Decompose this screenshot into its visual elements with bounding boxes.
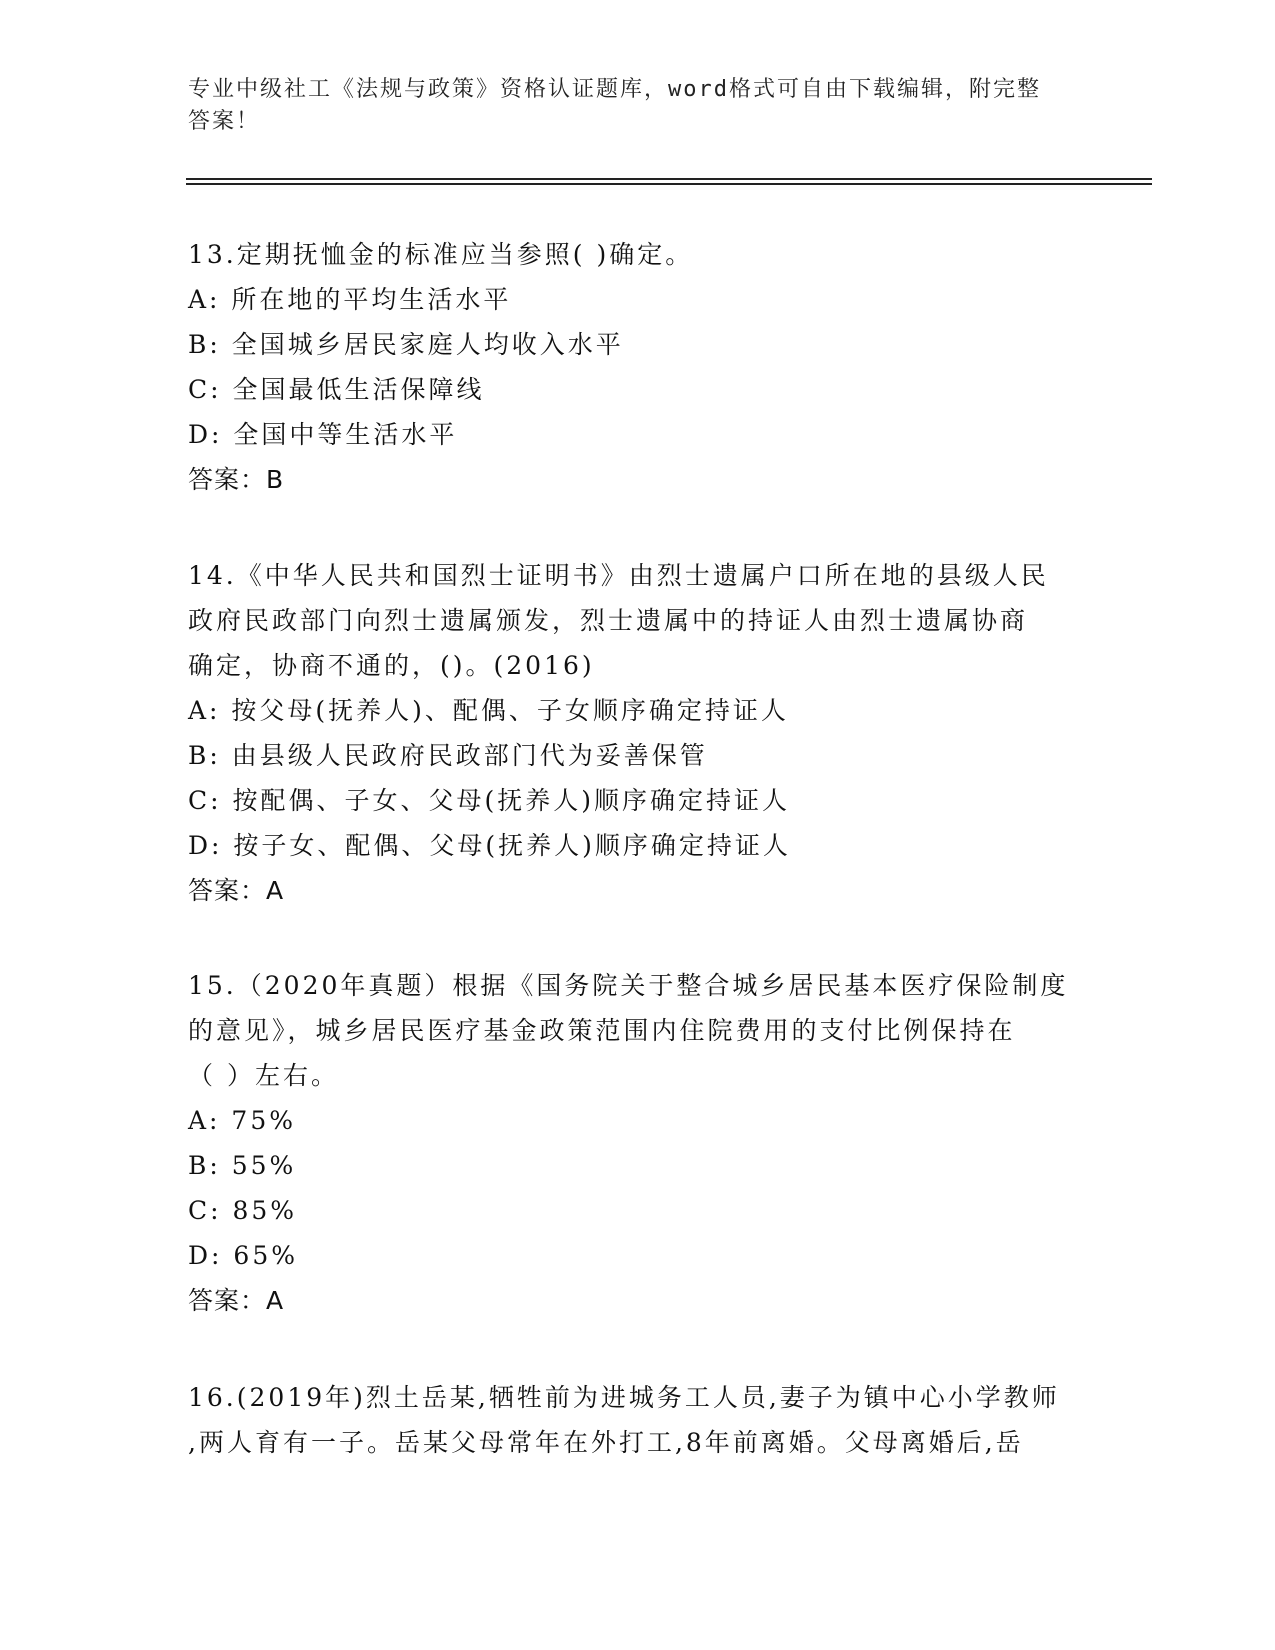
- question-14: [188, 553, 1088, 913]
- question-stem: 15.（2020年真题）根据《国务院关于整合城乡居民基本医疗保险制度: [188, 971, 1069, 1000]
- answer-label: 答案：A: [188, 1286, 285, 1315]
- header-divider-bottom: [186, 183, 1152, 185]
- question-stem: 16.(2019年)烈土岳某,牺牲前为进城务工人员,妻子为镇中心小学教师: [188, 1383, 1060, 1412]
- question-stem: 确定，协商不通的，()。(2016): [188, 651, 595, 680]
- option-b: B: 由县级人民政府民政部门代为妥善保管: [188, 741, 708, 770]
- option-d: D: 全国中等生活水平: [188, 420, 458, 449]
- question-stem: 14.《中华人民共和国烈士证明书》由烈士遗属户口所在地的县级人民: [188, 561, 1049, 590]
- option-d: D: 65%: [188, 1241, 298, 1270]
- question-stem: ,两人育有一子。岳某父母常年在外打工,8年前离婚。父母离婚后,岳: [188, 1428, 1024, 1457]
- question-16: [188, 1375, 1088, 1465]
- answer-label: 答案：A: [188, 876, 285, 905]
- option-b: B: 55%: [188, 1151, 297, 1180]
- header-divider-top: [186, 178, 1152, 180]
- option-d: D: 按子女、配偶、父母(抚养人)顺序确定持证人: [188, 831, 791, 860]
- option-c: C: 85%: [188, 1196, 298, 1225]
- answer-label: 答案：B: [188, 465, 285, 494]
- option-b: B: 全国城乡居民家庭人均收入水平: [188, 330, 624, 359]
- header-line-1: 专业中级社工《法规与政策》资格认证题库，word格式可自由下载编辑，附完整: [188, 77, 1041, 102]
- question-15: [188, 963, 1088, 1323]
- question-13: [188, 232, 1088, 502]
- question-stem: 的意见》，城乡居民医疗基金政策范围内住院费用的支付比例保持在: [188, 1016, 1016, 1045]
- question-stem: 政府民政部门向烈士遗属颁发，烈士遗属中的持证人由烈士遗属协商: [188, 606, 1029, 635]
- option-c: C: 全国最低生活保障线: [188, 375, 485, 404]
- header-line-2: 答案！: [188, 109, 261, 134]
- option-c: C: 按配偶、子女、父母(抚养人)顺序确定持证人: [188, 786, 791, 815]
- option-a: A: 75%: [188, 1106, 296, 1135]
- option-a: A: 所在地的平均生活水平: [188, 285, 512, 314]
- question-stem: （ ）左右。: [188, 1061, 339, 1090]
- document-header: [188, 74, 1088, 138]
- option-a: A: 按父母(抚养人)、配偶、子女顺序确定持证人: [188, 696, 789, 725]
- question-stem: 13.定期抚恤金的标准应当参照( )确定。: [188, 240, 694, 269]
